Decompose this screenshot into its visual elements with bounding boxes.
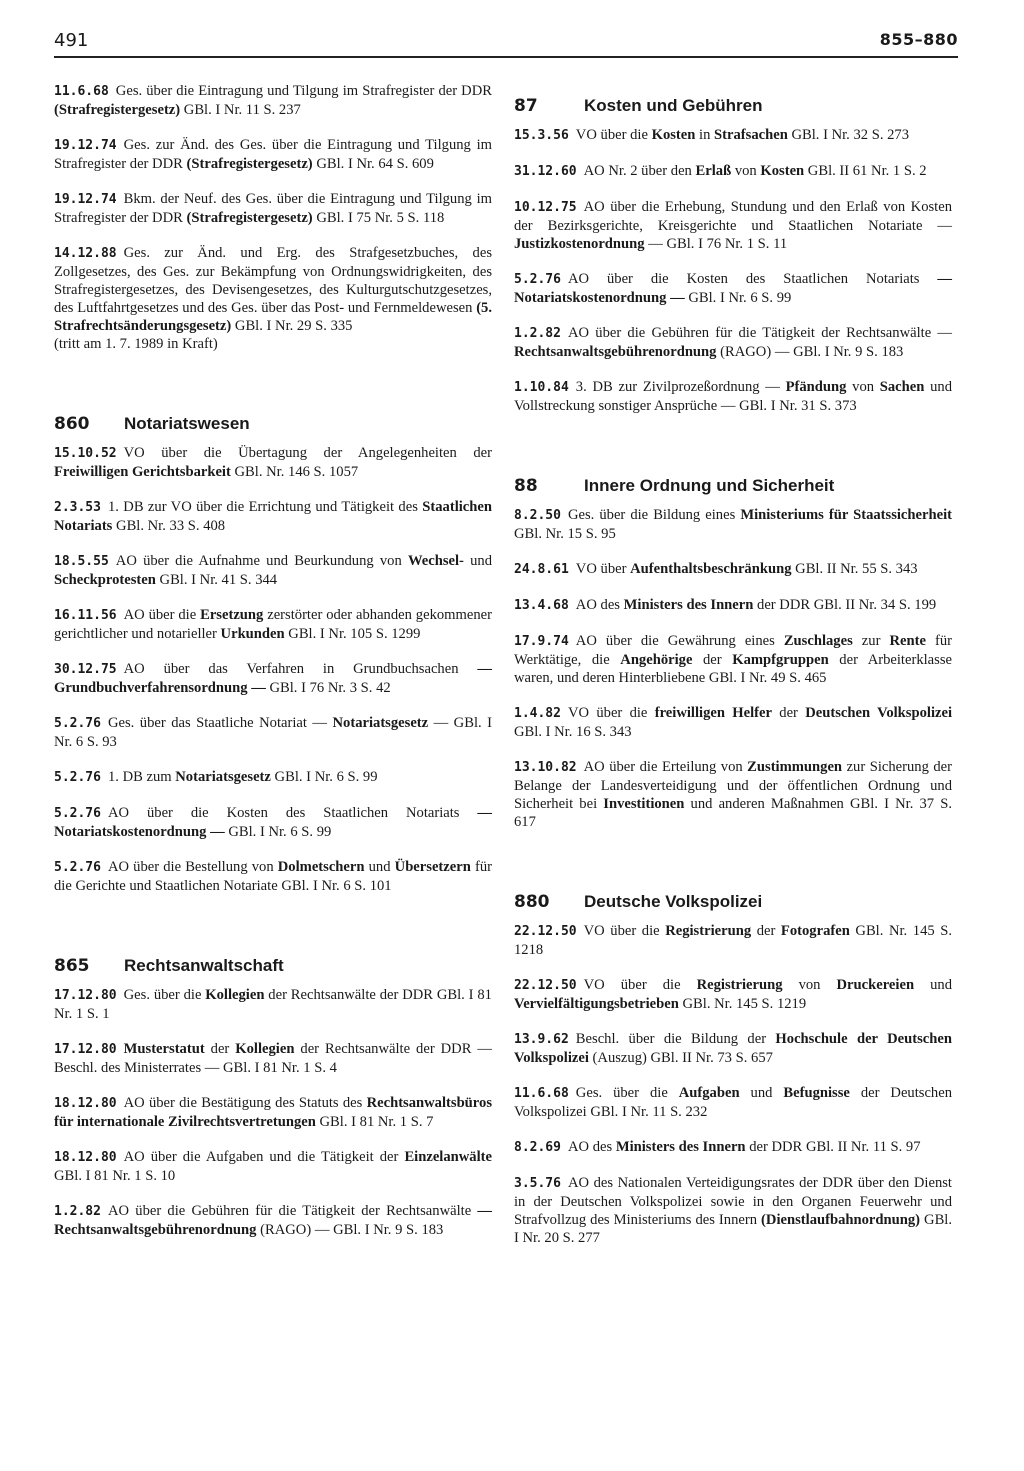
right-column [514, 82, 952, 1264]
law-entry [514, 560, 952, 579]
law-entry [514, 758, 952, 831]
entry-date: 5.2.76 [514, 272, 561, 287]
law-entry [54, 714, 492, 751]
entry-keyword: Staatlichen Notariats [54, 499, 492, 534]
law-entry [514, 1030, 952, 1067]
entry-text: zur Sicherung der Belange der Landesverteidigung und der öffentlichen Ordnung und Sicherheit bei [514, 759, 953, 812]
entry-text: GBl. II Nr. 55 S. 343 [791, 561, 918, 577]
section-title: Deutsche Volkspolizei [584, 892, 763, 911]
law-entry [514, 1138, 952, 1157]
law-entry [514, 270, 952, 307]
entry-text: zerstörter oder abhanden gekommener gerichtlicher und notarieller [54, 607, 492, 642]
entry-text: GBl. I 76 Nr. 3 S. 42 [265, 680, 391, 696]
entry-keyword: (Strafregistergesetz) [54, 102, 181, 118]
law-entry [54, 190, 492, 227]
entry-date: 5.2.76 [54, 716, 101, 731]
page-number: 491 [54, 30, 89, 51]
entry-text: Ges. über das Staatliche Notariat — [107, 715, 333, 731]
entry-date: 10.12.75 [514, 200, 577, 215]
entry-text: AO des Nationalen Verteidigungsrates der DDR über den Dienst in der Deutschen Volkspolizei sowie in den Organen Feuerwehr und Strafvollzug des Ministeriums des Innern [514, 1175, 952, 1228]
entry-text: von [731, 163, 761, 179]
entry-keyword: Dolmetschern [277, 859, 365, 875]
entry-keyword: Strafsachen [714, 127, 788, 143]
law-entry [54, 498, 492, 535]
entry-keyword: freiwilligen Helfer [654, 705, 772, 721]
section-spacer [54, 370, 492, 400]
entry-text: der [204, 1041, 236, 1057]
entry-text: Beschl. über die Bildung der [575, 1031, 776, 1047]
entry-text: 1. DB zur VO über die Errichtung und Tätigkeit des [107, 499, 423, 515]
entry-date: 18.12.80 [54, 1096, 117, 1111]
entry-text: (RAGO) — GBl. I Nr. 9 S. 183 [256, 1222, 444, 1238]
entry-keyword: Scheckprotesten [54, 572, 156, 588]
entry-text: und Vollstreckung sonstiger Ansprüche — GBl. I Nr. 31 S. 373 [514, 379, 952, 414]
entry-text: AO des [567, 1139, 616, 1155]
section-title: Innere Ordnung und Sicherheit [584, 476, 835, 495]
law-entry [54, 244, 492, 353]
entry-text: VO über [575, 561, 631, 577]
entry-date: 19.12.74 [54, 138, 117, 153]
entry-text: Ges. über die Eintragung und Tilgung im Strafregister der DDR [115, 83, 492, 99]
section-heading [514, 476, 952, 496]
entry-text: für die Gerichte und Staatlichen Notariate GBl. I Nr. 6 S. 101 [54, 859, 492, 894]
entry-text: für Werktätige, die [514, 633, 952, 668]
law-entry [514, 632, 952, 687]
law-entry [514, 1174, 952, 1247]
entry-date: 15.10.52 [54, 446, 117, 461]
entry-text: VO über die [583, 977, 697, 993]
entry-text: und [914, 977, 952, 993]
entry-text: GBl. I Nr. 64 S. 609 [312, 156, 434, 172]
section-heading [514, 892, 952, 912]
entry-date: 1.10.84 [514, 380, 569, 395]
entry-keyword: Pfändung [785, 379, 847, 395]
entry-text: GBl. I Nr. 6 S. 99 [270, 769, 378, 785]
law-entry [54, 986, 492, 1023]
entry-text: — GBl. I Nr. 6 S. 93 [54, 715, 492, 750]
entry-keyword: Kosten [651, 127, 696, 143]
section-title: Rechtsanwaltschaft [124, 956, 284, 975]
law-entry [514, 126, 952, 145]
entry-date: 17.12.80 [54, 1042, 117, 1057]
entry-text: GBl. I Nr. 16 S. 343 [514, 724, 632, 740]
entry-keyword: Registrierung [696, 977, 783, 993]
law-entry [514, 506, 952, 543]
law-entry [514, 922, 952, 959]
entry-text: GBl. I Nr. 20 S. 277 [514, 1212, 953, 1246]
law-entry [54, 82, 492, 119]
entry-text: in [695, 127, 715, 143]
entry-keyword: Ersetzung [200, 607, 264, 623]
entry-keyword: Aufenthaltsbeschränkung [630, 561, 792, 577]
law-entry [514, 704, 952, 741]
entry-text: GBl. I Nr. 29 S. 335 [231, 318, 353, 334]
entry-keyword: (Strafregistergesetz) [186, 156, 313, 172]
entry-date: 18.5.55 [54, 554, 109, 569]
entry-text: GBl. I 81 Nr. 1 S. 10 [54, 1168, 176, 1184]
entry-keyword: Zustimmungen [747, 759, 843, 775]
entry-keyword: Rente [889, 633, 926, 649]
section-number: 865 [54, 956, 90, 976]
entry-keyword: Befugnisse [783, 1085, 850, 1101]
section-number: 860 [54, 414, 90, 434]
entry-text: und [463, 553, 492, 569]
entry-keyword: — Notariatskostenordnung — [514, 271, 952, 306]
entry-text: von [846, 379, 880, 395]
entry-text: Ges. über die [123, 987, 206, 1003]
entry-date: 17.9.74 [514, 634, 569, 649]
entry-date: 16.11.56 [54, 608, 117, 623]
section-spacer [514, 848, 952, 878]
entry-text: GBl. Nr. 15 S. 95 [514, 526, 616, 542]
entry-keyword: Einzelanwälte [404, 1149, 492, 1165]
entry-text: AO über die Gebühren für die Tätigkeit der Rechtsanwälte — [567, 325, 952, 341]
entry-keyword: — Rechtsanwaltsgebührenordnung [54, 1203, 492, 1238]
entry-text: GBl. I Nr. 11 S. 237 [180, 102, 301, 118]
entry-text: AO über die Kosten des Staatlichen Notariats [107, 805, 478, 821]
entry-text: VO über die Übertagung der Angelegenheiten der [123, 445, 492, 461]
entry-text: GBl. I Nr. 6 S. 99 [224, 824, 332, 840]
entry-text: der DDR GBl. II Nr. 34 S. 199 [753, 597, 937, 613]
section-number: 88 [514, 476, 538, 496]
entry-text: AO über die Erhebung, Stundung und den Erlaß von Kosten der Bezirksgerichte, Kreisgerichte und Staatlichen Notariate — [514, 199, 952, 234]
entry-keyword: Rechtsanwaltsbüros für internationale Zivilrechtsvertretungen [54, 1095, 492, 1130]
entry-text: der Deutschen Volkspolizei GBl. I Nr. 11 S. 232 [514, 1085, 953, 1120]
law-entry [54, 552, 492, 589]
entry-keyword: Ministeriums für Staatssicherheit [740, 507, 952, 523]
entry-date: 19.12.74 [54, 192, 117, 207]
entry-text: Ges. zur Änd. und Erg. des Strafgesetzbuches, des Zollgesetzes, des Ges. zur Bekämpfung von Ordnungswidrigkeiten, des Strafregistergesetzes, des Devisengesetzes, des Kulturgutschutzgesetzes, des Luftfahrtgesetzes und des Ges. über das Post- und Fernmeldewesen [54, 245, 492, 316]
entry-text: von [782, 977, 837, 993]
entry-text: GBl. I Nr. 41 S. 344 [155, 572, 278, 588]
entry-text: der [751, 923, 781, 939]
entry-keyword: Angehörige [620, 652, 693, 668]
entry-text: VO über die [583, 923, 666, 939]
entry-note: (tritt am 1. 7. 1989 in Kraft) [54, 336, 218, 352]
entry-text: GBl. Nr. 146 S. 1057 [230, 464, 359, 480]
entry-keyword: Notariatsgesetz [175, 769, 271, 785]
entry-keyword: Vervielfältigungsbetrieben [514, 996, 679, 1012]
entry-keyword: (5. Strafrechtsänderungsgesetz) [54, 300, 492, 334]
section-title: Kosten und Gebühren [584, 96, 763, 115]
entry-text: AO Nr. 2 über den [583, 163, 696, 179]
entry-date: 13.4.68 [514, 598, 569, 613]
left-column [54, 82, 492, 1256]
entry-text: (RAGO) — GBl. I Nr. 9 S. 183 [716, 344, 904, 360]
law-entry [514, 596, 952, 615]
entry-date: 13.10.82 [514, 760, 577, 775]
law-entry [514, 198, 952, 253]
entry-date: 5.2.76 [54, 806, 101, 821]
entry-date: 11.6.68 [514, 1086, 569, 1101]
entry-text: GBl. I 75 Nr. 5 S. 118 [312, 210, 445, 226]
entry-text: GBl. I 81 Nr. 1 S. 7 [315, 1114, 434, 1130]
entry-text: der Rechtsanwälte der DDR GBl. I 81 Nr. 1 S. 1 [54, 987, 492, 1022]
entry-keyword: Investitionen [603, 796, 685, 812]
entry-date: 5.2.76 [54, 860, 101, 875]
entry-date: 31.12.60 [514, 164, 577, 179]
entry-text: und [364, 859, 395, 875]
entry-keyword: Hochschule der Deutschen Volkspolizei [514, 1031, 952, 1066]
entry-keyword: (Strafregistergesetz) [186, 210, 313, 226]
entry-text: AO über die [123, 607, 201, 623]
entry-keyword: — Notariatskostenordnung — [54, 805, 492, 840]
entry-keyword: Deutschen Volkspolizei [805, 705, 953, 721]
entry-keyword: Aufgaben [678, 1085, 740, 1101]
entry-text: Ges. über die [575, 1085, 679, 1101]
entry-keyword: Druckereien [836, 977, 915, 993]
section-spacer [54, 912, 492, 942]
entry-text: GBl. I Nr. 32 S. 273 [787, 127, 910, 143]
entry-keyword: Sachen [879, 379, 925, 395]
entry-keyword: Zuschlages [783, 633, 853, 649]
entry-text: GBl. Nr. 33 S. 408 [112, 518, 226, 534]
section-title: Notariatswesen [124, 414, 250, 433]
entry-date: 8.2.50 [514, 508, 561, 523]
entry-text: Bkm. der Neuf. des Ges. über die Eintragung und Tilgung im Strafregister der DDR [54, 191, 492, 226]
entry-date: 2.3.53 [54, 500, 101, 515]
entry-date: 5.2.76 [54, 770, 101, 785]
entry-text: 3. DB zur Zivilprozeßordnung — [575, 379, 786, 395]
entry-text: der [692, 652, 733, 668]
entry-text: AO über die Aufnahme und Beurkundung von [115, 553, 408, 569]
entry-text: AO über die Bestellung von [107, 859, 278, 875]
law-entry [54, 804, 492, 841]
entry-keyword: Notariatsgesetz [332, 715, 429, 731]
entry-text: AO über die Gebühren für die Tätigkeit der Rechtsanwälte [107, 1203, 478, 1219]
law-entry [514, 324, 952, 361]
entry-date: 22.12.50 [514, 924, 577, 939]
entry-date: 1.2.82 [514, 326, 561, 341]
entry-keyword: Kosten [760, 163, 805, 179]
entry-keyword: Ministers des Innern [615, 1139, 746, 1155]
entry-text: GBl. I Nr. 105 S. 1299 [284, 626, 421, 642]
law-entry [514, 378, 952, 415]
entry-text: zur [852, 633, 890, 649]
entry-keyword: Kampfgruppen [732, 652, 829, 668]
entry-keyword: Kollegien [205, 987, 265, 1003]
entry-date: 3.5.76 [514, 1176, 561, 1191]
entry-date: 11.6.68 [54, 84, 109, 99]
entry-text: Ges. zur Änd. des Ges. über die Eintragung und Tilgung im Strafregister der DDR [54, 137, 492, 172]
entry-date: 30.12.75 [54, 662, 117, 677]
entry-keyword: Kollegien [235, 1041, 295, 1057]
entry-text: VO über die [575, 127, 652, 143]
law-entry [54, 136, 492, 173]
entry-text: der DDR GBl. II Nr. 11 S. 97 [745, 1139, 921, 1155]
law-entry [514, 1084, 952, 1121]
section-heading [54, 956, 492, 976]
entry-text: AO über die Gewährung eines [575, 633, 784, 649]
entry-text: Ges. über die Bildung eines [567, 507, 741, 523]
entry-keyword: Fotografen [780, 923, 850, 939]
entry-date: 15.3.56 [514, 128, 569, 143]
entry-date: 13.9.62 [514, 1032, 569, 1047]
entry-date: 1.2.82 [54, 1204, 101, 1219]
law-entry [54, 1094, 492, 1131]
entry-text: 1. DB zum [107, 769, 176, 785]
entry-date: 8.2.69 [514, 1140, 561, 1155]
law-entry [54, 768, 492, 787]
entry-keyword: Justizkostenordnung [514, 236, 645, 252]
entry-text: und anderen Maßnahmen GBl. I Nr. 37 S. 617 [514, 796, 952, 830]
entry-date: 14.12.88 [54, 246, 117, 261]
law-entry [54, 606, 492, 643]
entry-text: GBl. Nr. 145 S. 1219 [678, 996, 807, 1012]
entry-text: AO des [575, 597, 624, 613]
entry-text: GBl. I Nr. 6 S. 99 [684, 290, 792, 306]
entry-date: 1.4.82 [514, 706, 561, 721]
law-entry [54, 444, 492, 481]
page-header [54, 30, 958, 58]
law-entry [514, 162, 952, 181]
entry-keyword: Übersetzern [394, 859, 471, 875]
entry-keyword: Freiwilligen Gerichtsbarkeit [54, 464, 231, 480]
section-number: 880 [514, 892, 550, 912]
section-spacer [514, 432, 952, 462]
entry-date: 22.12.50 [514, 978, 577, 993]
entry-text: AO über die Aufgaben und die Tätigkeit der [123, 1149, 405, 1165]
entry-text: AO über das Verfahren in Grundbuchsachen [123, 661, 478, 677]
section-heading [54, 414, 492, 434]
entry-keyword: Registrierung [665, 923, 752, 939]
entry-text: und [739, 1085, 784, 1101]
entry-keyword: — Grundbuchverfahrensordnung — [54, 661, 492, 696]
entry-text: GBl. II 61 Nr. 1 S. 2 [804, 163, 927, 179]
entry-text: AO über die Kosten des Staatlichen Notariats [567, 271, 938, 287]
law-entry [54, 858, 492, 895]
section-heading [514, 96, 952, 116]
entry-date: 17.12.80 [54, 988, 117, 1003]
law-entry [514, 976, 952, 1013]
entry-keyword: Erlaß [695, 163, 732, 179]
section-range: 855–880 [879, 30, 958, 49]
entry-keyword: Urkunden [220, 626, 285, 642]
entry-text: — GBl. I 76 Nr. 1 S. 11 [644, 236, 788, 252]
entry-text: VO über die [567, 705, 655, 721]
law-entry [54, 1202, 492, 1239]
entry-text: der [771, 705, 806, 721]
entry-date: 18.12.80 [54, 1150, 117, 1165]
entry-text: der Arbeiterklasse waren, und deren Hinterbliebene GBl. I Nr. 49 S. 465 [514, 652, 952, 686]
entry-keyword: Ministers des Innern [623, 597, 754, 613]
entry-date: 24.8.61 [514, 562, 569, 577]
law-entry [54, 1148, 492, 1185]
entry-text: der Rechtsanwälte der DDR — Beschl. des Ministerrates — GBl. I 81 Nr. 1 S. 4 [54, 1041, 493, 1076]
entry-keyword: (Dienstlaufbahnordnung) [761, 1212, 921, 1228]
law-entry [54, 660, 492, 697]
entry-text: AO über die Erteilung von [583, 759, 748, 775]
entry-keyword: Wechsel- [407, 553, 464, 569]
entry-text: GBl. Nr. 145 S. 1218 [514, 923, 952, 958]
entry-text: AO über die Bestätigung des Statuts des [123, 1095, 367, 1111]
entry-keyword: Rechtsanwaltsgebührenordnung [514, 344, 717, 360]
entry-keyword: Musterstatut [123, 1041, 205, 1057]
law-entry [54, 1040, 492, 1077]
entry-text: (Auszug) GBl. II Nr. 73 S. 657 [588, 1050, 773, 1066]
section-number: 87 [514, 96, 538, 116]
